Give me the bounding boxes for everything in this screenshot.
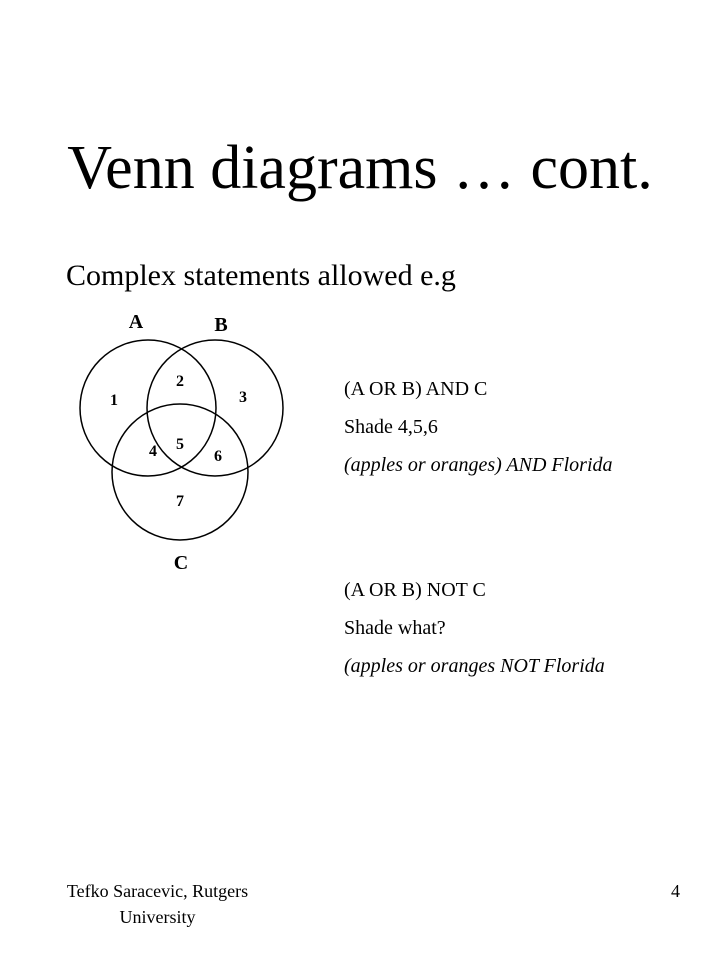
region-label-2: 2: [176, 373, 184, 390]
statement-instruction: Shade what?: [344, 617, 446, 639]
region-label-6: 6: [214, 448, 222, 465]
region-label-7: 7: [176, 493, 184, 510]
statement-expression: (A OR B) AND C: [344, 378, 488, 400]
circle-a: [80, 340, 216, 476]
set-label-a: A: [128, 311, 144, 333]
statement-instruction: Shade 4,5,6: [344, 416, 438, 438]
set-label-c: C: [173, 552, 189, 574]
region-label-5: 5: [176, 436, 184, 453]
statement-expression: (A OR B) NOT C: [344, 579, 486, 601]
statement-block-1: [344, 377, 614, 477]
page-number: 4: [671, 881, 680, 901]
subtitle: Complex statements allowed e.g: [66, 259, 456, 292]
region-label-3: 3: [239, 389, 247, 406]
slide-title: Venn diagrams … cont.: [67, 134, 653, 202]
statement-block-2: [344, 578, 614, 678]
region-label-4: 4: [149, 443, 157, 460]
circle-c: [112, 404, 248, 540]
statement-example: (apples or oranges NOT Florida: [344, 655, 605, 677]
footer-author: Tefko Saracevic, Rutgers University: [66, 881, 249, 927]
region-label-1: 1: [110, 392, 118, 409]
set-label-b: B: [214, 314, 228, 336]
statement-example: (apples or oranges) AND Florida: [344, 454, 613, 476]
